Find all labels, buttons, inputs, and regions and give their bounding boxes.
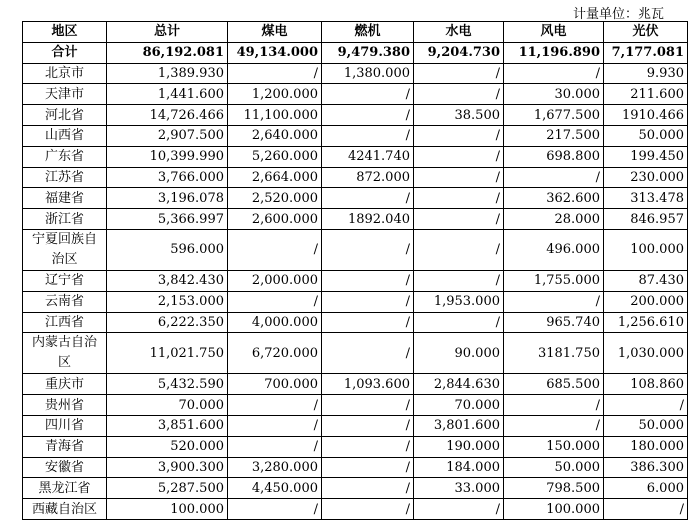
value-cell: 33.000 (414, 478, 504, 499)
value-cell: 3,280.000 (228, 457, 322, 478)
value-cell: 3,900.300 (107, 457, 228, 478)
value-cell: / (322, 457, 414, 478)
value-cell: 496.000 (504, 229, 604, 270)
region-cell: 山西省 (23, 125, 107, 146)
value-cell: / (414, 188, 504, 209)
value-cell: 5,432.590 (107, 374, 228, 395)
table-row (23, 374, 688, 395)
value-cell: 1,389.930 (107, 63, 228, 84)
value-cell: / (322, 333, 414, 374)
value-cell: 1,200.000 (228, 84, 322, 105)
value-cell: 211.600 (604, 84, 688, 105)
total-cell: 11,196.890 (504, 42, 604, 63)
value-cell: / (414, 84, 504, 105)
value-cell: 1,677.500 (504, 105, 604, 126)
value-cell: 4241.740 (322, 146, 414, 167)
value-cell: 1892.040 (322, 209, 414, 230)
value-cell: 313.478 (604, 188, 688, 209)
region-cell: 宁夏回族自治区 (23, 229, 107, 270)
region-cell: 江西省 (23, 312, 107, 333)
value-cell: 965.740 (504, 312, 604, 333)
region-cell: 河北省 (23, 105, 107, 126)
value-cell: 1,256.610 (604, 312, 688, 333)
value-cell: / (228, 229, 322, 270)
value-cell: 199.450 (604, 146, 688, 167)
value-cell: / (604, 395, 688, 416)
value-cell: 2,520.000 (228, 188, 322, 209)
value-cell: 4,000.000 (228, 312, 322, 333)
value-cell: / (322, 415, 414, 436)
table-row (23, 125, 688, 146)
value-cell: 28.000 (504, 209, 604, 230)
table-row (23, 146, 688, 167)
region-cell: 天津市 (23, 84, 107, 105)
header-row (23, 22, 688, 43)
header-gas: 燃机 (322, 22, 414, 43)
value-cell: 2,153.000 (107, 291, 228, 312)
value-cell: 700.000 (228, 374, 322, 395)
value-cell: / (322, 291, 414, 312)
value-cell: / (504, 395, 604, 416)
value-cell: 6,222.350 (107, 312, 228, 333)
value-cell: / (604, 499, 688, 520)
value-cell: / (504, 167, 604, 188)
value-cell: / (322, 499, 414, 520)
value-cell: / (504, 415, 604, 436)
table-row (23, 333, 688, 374)
value-cell: / (414, 229, 504, 270)
value-cell: 100.000 (604, 229, 688, 270)
table-row (23, 457, 688, 478)
value-cell: 100.000 (504, 499, 604, 520)
value-cell: 5,287.500 (107, 478, 228, 499)
table-row (23, 291, 688, 312)
total-cell: 86,192.081 (107, 42, 228, 63)
region-cell: 青海省 (23, 436, 107, 457)
value-cell: / (322, 436, 414, 457)
header-hydro: 水电 (414, 22, 504, 43)
table-row (23, 167, 688, 188)
value-cell: 5,260.000 (228, 146, 322, 167)
value-cell: 698.800 (504, 146, 604, 167)
value-cell: 1,755.000 (504, 270, 604, 291)
value-cell: 1,953.000 (414, 291, 504, 312)
value-cell: / (228, 415, 322, 436)
value-cell: 38.500 (414, 105, 504, 126)
value-cell: / (504, 291, 604, 312)
value-cell: 217.500 (504, 125, 604, 146)
value-cell: 6,720.000 (228, 333, 322, 374)
header-coal: 煤电 (228, 22, 322, 43)
value-cell: / (228, 499, 322, 520)
value-cell: / (322, 395, 414, 416)
value-cell: 180.000 (604, 436, 688, 457)
table-row (23, 395, 688, 416)
total-cell: 7,177.081 (604, 42, 688, 63)
capacity-table (22, 21, 688, 520)
value-cell: 596.000 (107, 229, 228, 270)
value-cell: 1,441.600 (107, 84, 228, 105)
value-cell: 90.000 (414, 333, 504, 374)
value-cell: / (228, 291, 322, 312)
value-cell: 872.000 (322, 167, 414, 188)
header-solar: 光伏 (604, 22, 688, 43)
value-cell: 50.000 (504, 457, 604, 478)
total-row (23, 42, 688, 63)
value-cell: 100.000 (107, 499, 228, 520)
total-cell: 9,479.380 (322, 42, 414, 63)
table-row (23, 436, 688, 457)
table-row (23, 415, 688, 436)
region-cell: 辽宁省 (23, 270, 107, 291)
region-cell: 广东省 (23, 146, 107, 167)
value-cell: / (504, 63, 604, 84)
value-cell: / (414, 125, 504, 146)
value-cell: 2,640.000 (228, 125, 322, 146)
region-cell: 贵州省 (23, 395, 107, 416)
value-cell: 14,726.466 (107, 105, 228, 126)
value-cell: 50.000 (604, 125, 688, 146)
value-cell: / (322, 125, 414, 146)
value-cell: / (322, 478, 414, 499)
value-cell: 2,844.630 (414, 374, 504, 395)
value-cell: 190.000 (414, 436, 504, 457)
value-cell: 1,093.600 (322, 374, 414, 395)
value-cell: 3181.750 (504, 333, 604, 374)
table-row (23, 270, 688, 291)
value-cell: 3,196.078 (107, 188, 228, 209)
value-cell: / (414, 167, 504, 188)
region-cell: 西藏自治区 (23, 499, 107, 520)
value-cell: / (228, 63, 322, 84)
value-cell: 10,399.990 (107, 146, 228, 167)
value-cell: 520.000 (107, 436, 228, 457)
value-cell: 184.000 (414, 457, 504, 478)
value-cell: 2,600.000 (228, 209, 322, 230)
value-cell: 798.500 (504, 478, 604, 499)
unit-label: 计量单位：兆瓦 (572, 7, 664, 22)
value-cell: 200.000 (604, 291, 688, 312)
value-cell: / (228, 436, 322, 457)
value-cell: 1,380.000 (322, 63, 414, 84)
value-cell: 1,030.000 (604, 333, 688, 374)
table-row (23, 478, 688, 499)
table-row (23, 188, 688, 209)
value-cell: 30.000 (504, 84, 604, 105)
region-cell: 黑龙江省 (23, 478, 107, 499)
value-cell: 87.430 (604, 270, 688, 291)
table-row (23, 105, 688, 126)
value-cell: / (322, 229, 414, 270)
region-cell: 北京市 (23, 63, 107, 84)
value-cell: / (414, 312, 504, 333)
value-cell: / (414, 209, 504, 230)
value-cell: 70.000 (107, 395, 228, 416)
value-cell: 5,366.997 (107, 209, 228, 230)
value-cell: 11,021.750 (107, 333, 228, 374)
region-cell: 重庆市 (23, 374, 107, 395)
table-row (23, 84, 688, 105)
value-cell: / (414, 270, 504, 291)
region-cell: 四川省 (23, 415, 107, 436)
value-cell: / (322, 188, 414, 209)
value-cell: 3,766.000 (107, 167, 228, 188)
header-wind: 风电 (504, 22, 604, 43)
value-cell: 4,450.000 (228, 478, 322, 499)
value-cell: 3,851.600 (107, 415, 228, 436)
value-cell: 2,907.500 (107, 125, 228, 146)
total-cell: 9,204.730 (414, 42, 504, 63)
value-cell: / (414, 499, 504, 520)
value-cell: / (322, 270, 414, 291)
value-cell: 230.000 (604, 167, 688, 188)
total-cell: 49,134.000 (228, 42, 322, 63)
value-cell: 846.957 (604, 209, 688, 230)
region-cell: 云南省 (23, 291, 107, 312)
value-cell: 685.500 (504, 374, 604, 395)
value-cell: 50.000 (604, 415, 688, 436)
table-row (23, 499, 688, 520)
value-cell: 362.600 (504, 188, 604, 209)
value-cell: 3,842.430 (107, 270, 228, 291)
value-cell: 70.000 (414, 395, 504, 416)
header-region: 地区 (23, 22, 107, 43)
table-row (23, 312, 688, 333)
value-cell: / (322, 105, 414, 126)
table-row (23, 209, 688, 230)
value-cell: 386.300 (604, 457, 688, 478)
value-cell: 150.000 (504, 436, 604, 457)
total-label: 合计 (23, 42, 107, 63)
table-row (23, 229, 688, 270)
value-cell: / (322, 84, 414, 105)
region-cell: 浙江省 (23, 209, 107, 230)
value-cell: 108.860 (604, 374, 688, 395)
value-cell: / (414, 63, 504, 84)
region-cell: 江苏省 (23, 167, 107, 188)
region-cell: 内蒙古自治区 (23, 333, 107, 374)
value-cell: 11,100.000 (228, 105, 322, 126)
value-cell: 6.000 (604, 478, 688, 499)
value-cell: / (228, 395, 322, 416)
value-cell: 2,664.000 (228, 167, 322, 188)
table-row (23, 63, 688, 84)
value-cell: 1910.466 (604, 105, 688, 126)
region-cell: 安徽省 (23, 457, 107, 478)
header-total: 总计 (107, 22, 228, 43)
value-cell: 9.930 (604, 63, 688, 84)
value-cell: / (414, 146, 504, 167)
value-cell: 2,000.000 (228, 270, 322, 291)
value-cell: 3,801.600 (414, 415, 504, 436)
value-cell: / (322, 312, 414, 333)
region-cell: 福建省 (23, 188, 107, 209)
